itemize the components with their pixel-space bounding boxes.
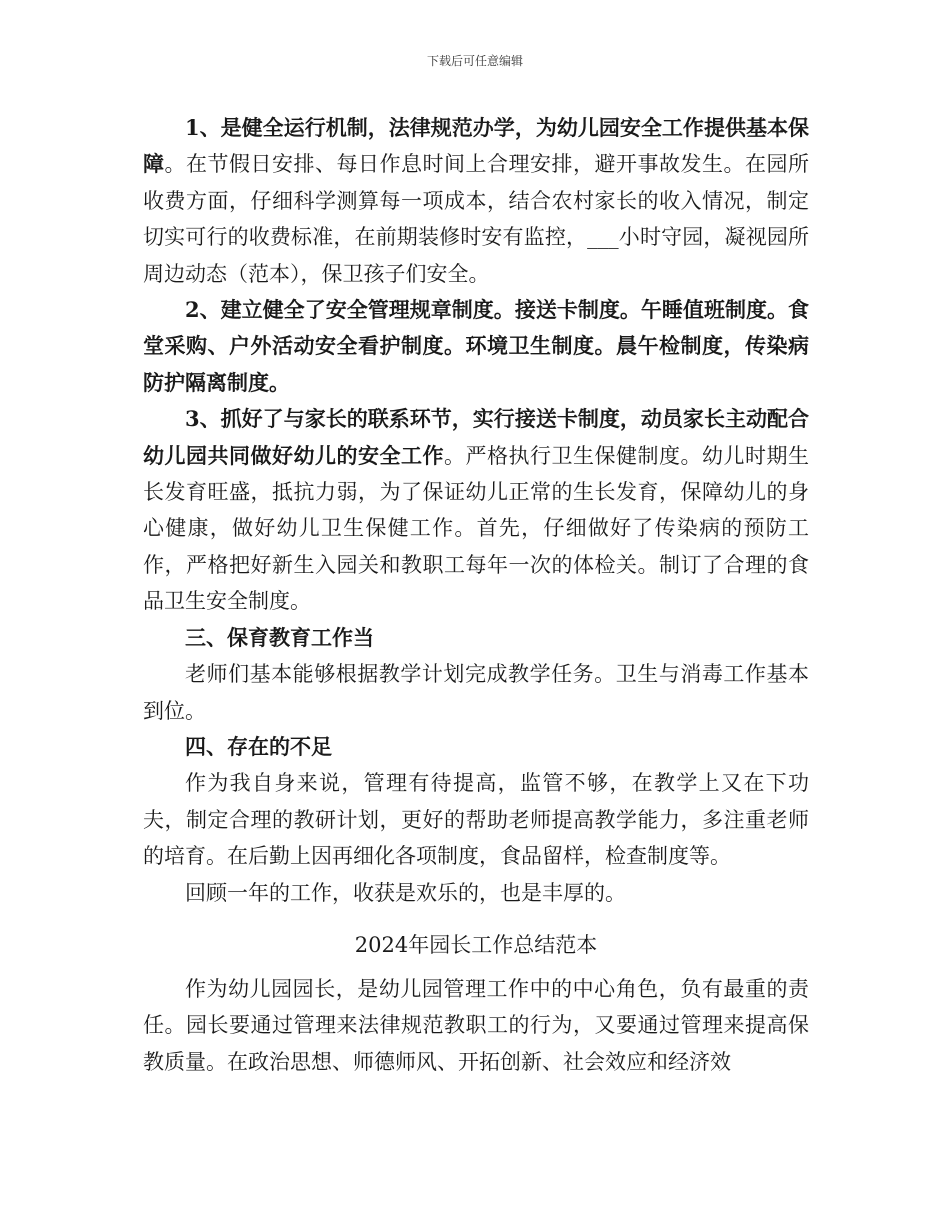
document-title: 2024年园长工作总结范本 (354, 932, 598, 957)
section-heading-4: 四、存在的不足 (185, 733, 332, 759)
paragraph-3-bold: 3、抓好了与家长的联系环节，实行接送卡制度，动员家长主动配合幼儿园共同做好幼儿的安全工作 (143, 406, 809, 468)
page-header: 下载后可任意编辑 (426, 54, 523, 68)
paragraph-5: 作为我自身来说，管理有待提高，监管不够，在教学上又在下功夫，制定合理的教研计划，更好的帮助老师提高教学能力，多注重老师的培育。在后勤上因再细化各项制度，食品留样，检查制度等。 (143, 771, 809, 869)
intro-paragraph: 作为幼儿园园长，是幼儿园管理工作中的中心角色，负有最重的责任。园长要通过管理来法律规范教职工的行为，又要通过管理来提高保教质量。在政治思想、师德师风、开拓创新、社会效应和经济效 (143, 976, 809, 1074)
paragraph-1-text: 。在节假日安排、每日作息时间上合理安排，避开事故发生。在园所收费方面，仔细科学测算每一项成本，结合农村家长的收入情况，制定切实可行的收费标准，在前期装修时安有监控，___小时守园，凝视园所周边动态（范本），保卫孩子们安全。 (143, 152, 809, 286)
paragraph-4: 老师们基本能够根据教学计划完成教学任务。卫生与消毒工作基本到位。 (143, 662, 809, 723)
document-body (143, 110, 809, 1080)
section-heading-3: 三、保育教育工作当 (185, 624, 374, 650)
paragraph-2: 2、建立健全了安全管理规章制度。接送卡制度。午睡值班制度。食堂采购、户外活动安全看护制度。环境卫生制度。晨午检制度，传染病防护隔离制度。 (143, 297, 809, 395)
paragraph-1-bold: 1、是健全运行机制，法律规范办学，为幼儿园安全工作提供基本保障 (143, 115, 809, 177)
paragraph-6: 回顾一年的工作，收获是欢乐的，也是丰厚的。 (185, 880, 626, 905)
paragraph-1 (143, 110, 809, 292)
paragraph-3 (143, 401, 809, 619)
paragraph-3-text: 。严格执行卫生保健制度。幼儿时期生长发育旺盛，抵抗力弱，为了保证幼儿正常的生长发育，保障幼儿的身心健康，做好幼儿卫生保健工作。首先，仔细做好了传染病的预防工作，严格把好新生入园关和教职工每年一次的体检关。制订了合理的食品卫生安全制度。 (143, 443, 809, 614)
